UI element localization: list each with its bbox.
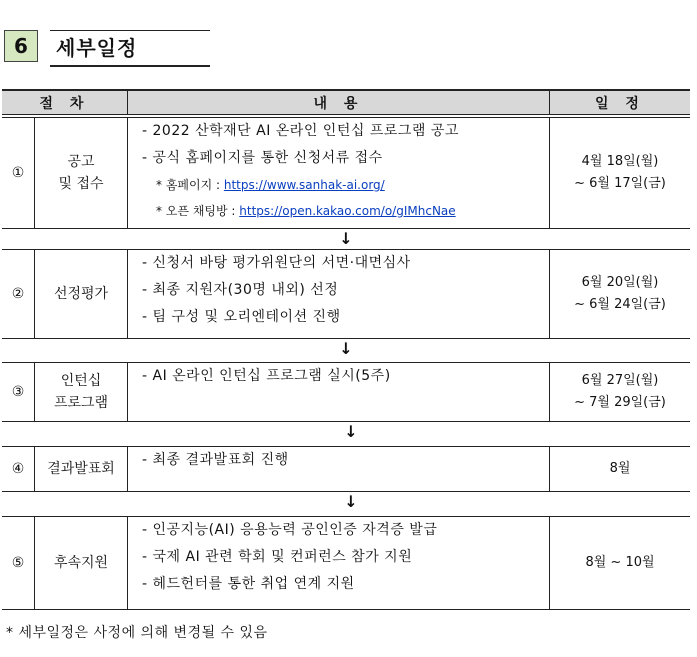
step-name: 후속지원 xyxy=(53,555,109,571)
header-content: 내 용 xyxy=(313,96,364,112)
homepage-line: * 홈페이지 : https://www.sanhak-ai.org/ xyxy=(156,178,385,192)
homepage-link[interactable]: https://www.sanhak-ai.org/ xyxy=(223,178,385,192)
header-step: 절 차 xyxy=(39,96,90,112)
step-name: 선정평가 xyxy=(53,286,109,302)
row-number: ⑤ xyxy=(11,555,25,571)
row-number: ④ xyxy=(11,461,25,477)
step-name: 공고 및 접수 xyxy=(58,154,104,192)
section-number: 6 xyxy=(4,30,38,62)
section-header xyxy=(4,30,209,68)
table-row-1 xyxy=(2,117,690,229)
step-date: 8월 xyxy=(609,461,631,476)
table-row-5 xyxy=(2,516,690,610)
arrow-down-icon: ↓ xyxy=(339,229,353,248)
open-chat-link[interactable]: https://open.kakao.com/o/gIMhcNae xyxy=(239,204,456,218)
row-number: ② xyxy=(11,286,25,302)
step-name: 인턴십 프로그램 xyxy=(53,373,109,411)
step-name: 결과발표회 xyxy=(47,461,115,477)
table-row-4 xyxy=(2,446,690,492)
row-number: ① xyxy=(11,165,25,181)
arrow-down-icon: ↓ xyxy=(344,492,358,511)
step-date: 8월 ~ 10월 xyxy=(585,555,655,570)
header-date: 일 정 xyxy=(595,96,645,112)
arrow-down-icon: ↓ xyxy=(344,422,358,441)
step-date: 6월 20일(월) ~ 6월 24일(금) xyxy=(574,275,666,312)
step-content: - AI 온라인 인턴십 프로그램 실시(5주) xyxy=(142,368,391,384)
table-row-3 xyxy=(2,362,690,422)
step-content: - 인공지능(AI) 응용능력 공인인증 자격증 발급 - 국제 AI 관련 학회 및 컨퍼런스 참가 지원 - 헤드헌터를 통한 취업 연계 지원 xyxy=(142,522,438,592)
section-title-bottom-rule xyxy=(50,65,210,67)
open-chat-line: * 오픈 채팅방 : https://open.kakao.com/o/gIMhcNae xyxy=(156,204,456,218)
section-title-top-rule xyxy=(50,30,210,31)
step-content: - 신청서 바탕 평가위원단의 서면·대면심사 - 최종 지원자(30명 내외) 선정 - 팀 구성 및 오리엔테이션 진행 xyxy=(142,255,411,325)
table-row-2 xyxy=(2,249,690,339)
arrow-down-icon: ↓ xyxy=(339,339,353,358)
step-content: - 최종 결과발표회 진행 xyxy=(142,452,289,468)
step-content: - 2022 산학재단 AI 온라인 인턴십 프로그램 공고 - 공식 홈페이지를 통한 신청서류 접수 * 홈페이지 : https://www.sanhak-ai.org/ * 오픈 채팅방 : https://open.kakao.com/o/gIMhcNae xyxy=(128,118,549,228)
table-header xyxy=(2,89,690,115)
step-date: 6월 27일(월) ~ 7월 29일(금) xyxy=(574,373,666,410)
step-date: 4월 18일(월) ~ 6월 17일(금) xyxy=(574,154,666,191)
row-number: ③ xyxy=(11,384,25,400)
section-title: 세부일정 xyxy=(56,36,138,60)
footnote: * 세부일정은 사정에 의해 변경될 수 있음 xyxy=(6,625,268,641)
